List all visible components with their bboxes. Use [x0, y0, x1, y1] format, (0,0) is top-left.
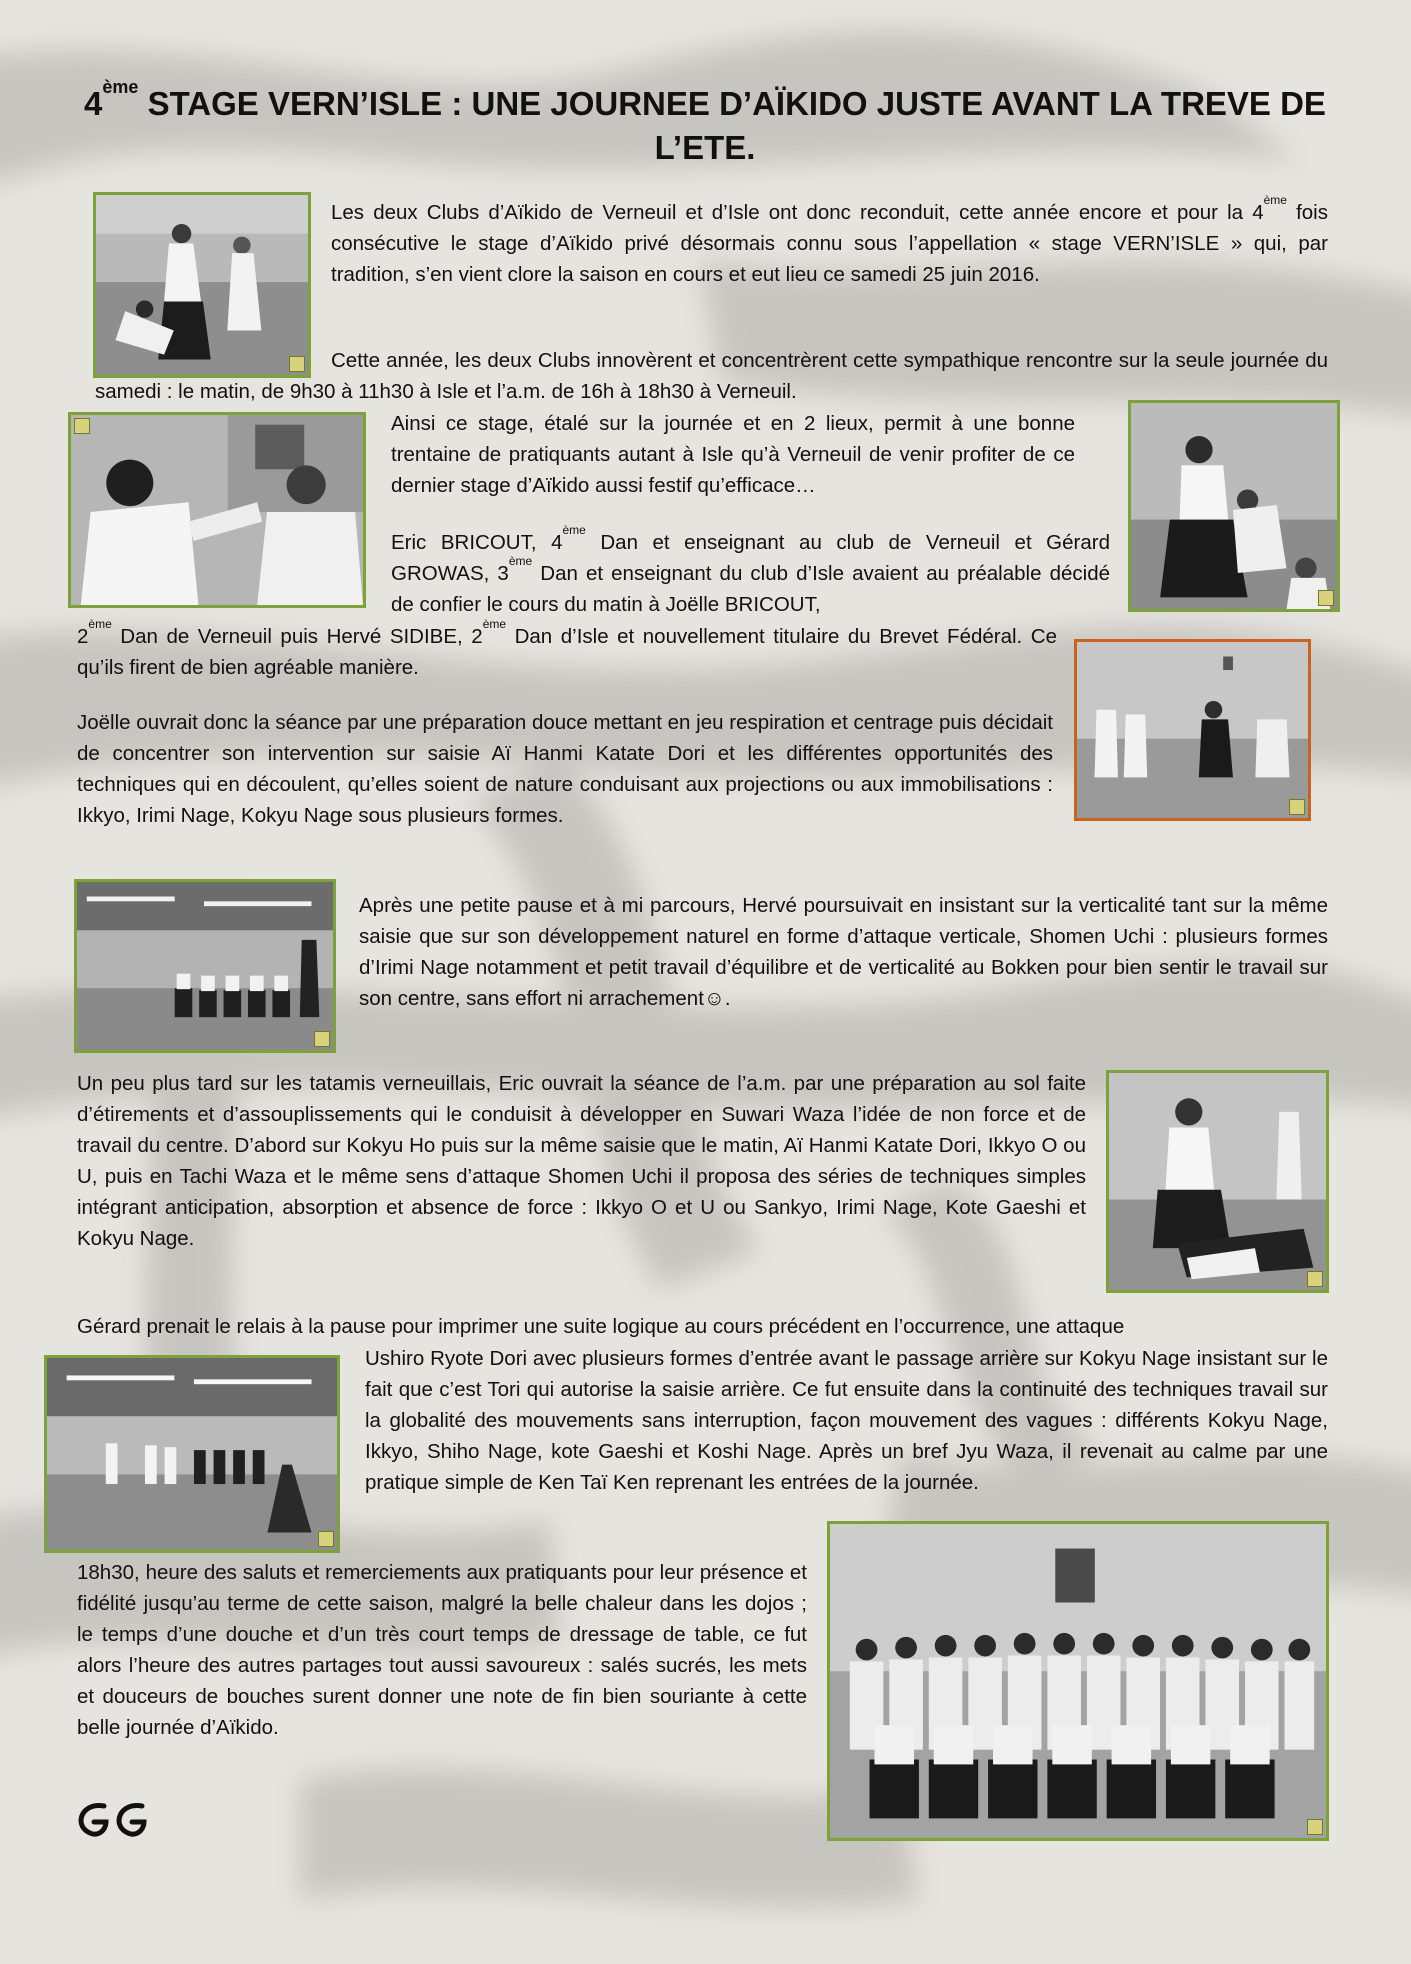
- photo-group-portrait: [827, 1521, 1329, 1841]
- photo-corner-icon: [314, 1031, 330, 1047]
- paragraph-teachers-cont: 2ème Dan de Verneuil puis Hervé SIDIBE, 2ème Dan d’Isle et nouvellement titulaire du Brevet Fédéral. Ce qu’ils firent de bien agréable manière.: [77, 617, 1057, 679]
- photo-corner-icon: [74, 418, 90, 434]
- photo-dojo-pairs: [1074, 639, 1311, 821]
- paragraph-closing: 18h30, heure des saluts et remerciements aux pratiquants pour leur présence et fidélité jusqu’au terme de cette saison, malgré la belle chaleur dans les dojos ; le temps d’une douche et d’un très court temps de dressage de table, ce fut alors l’heure des autres partages tout aussi savoureux : salés sucrés, les mets et douceurs de bouches surent donner une note de fin bien souriante à cette belle journée d’Aïkido.: [77, 1561, 807, 1739]
- paragraph-this-year: Cette année, les deux Clubs innovèrent et concentrèrent cette sympathique rencontre sur la seule journée du samedi : le matin, de 9h30 à 11h30 à Isle et l’a.m. de 16h à 18h30 à Verneuil.: [95, 349, 1328, 403]
- paragraph-joelle: Joëlle ouvrait donc la séance par une préparation douce mettant en jeu respiration et centrage puis décidait de concentrer son intervention sur saisie Aï Hanmi Katate Dori et les différentes opportunités des techniques qui en découlent, qu’elles soient de nature conduisant aux projections ou aux immobilisations : Ikkyo, Irimi Nage, Kokyu Nage sous plusieurs formes.: [77, 711, 1053, 827]
- signature-gg: [72, 1796, 172, 1842]
- photo-suwari-pin: [1106, 1070, 1329, 1293]
- paragraph-herve: Après une petite pause et à mi parcours, Hervé poursuivait en insistant sur la verticalité tant sur la même saisie que sur son développement naturel en forme d’attaque verticale, Shomen Uchi : plusieurs formes d’Irimi Nage notamment et petit travail d’équilibre et de verticalité au Bokken pour bien sentir le travail sur son centre, sans effort ni arrachement☺.: [359, 894, 1328, 1010]
- paragraph-intro: Les deux Clubs d’Aïkido de Verneuil et d’Isle ont donc reconduit, cette année encore et pour la 4ème fois consécutive le stage d’Aïkido privé désormais connu sous l’appellation « stage VERN’ISLE » qui, par tradition, s’en vient clore la saison en cours et eut lieu ce samedi 25 juin 2016.: [331, 193, 1328, 286]
- paragraph-eric: Un peu plus tard sur les tatamis verneuillais, Eric ouvrait la séance de l’a.m. par une préparation au sol faite d’étirements et d’assouplissements qui le conduisit à développer en Suwari Waza l’idée de non force et de travail du centre. D’abord sur Kokyu Ho puis sur la même saisie que le matin, Aï Hanmi Katate Dori, Ikkyo O ou U, puis en Tachi Waza et le même sens d’attaque Shomen Uchi il proposa des séries de techniques simples intégrant anticipation, absorption et absence de force : Ikkyo O et U ou Sankyo, Irimi Nage, Kote Gaeshi et Kokyu Nage.: [77, 1072, 1086, 1250]
- paragraph-gerard: Ushiro Ryote Dori avec plusieurs formes d’entrée avant le passage arrière sur Kokyu Nage insistant sur le fait que c’est Tori qui autorise la saisie arrière. Ce fut ensuite dans la continuité des techniques travail sur la globalité des mouvements sans interruption, façon mouvement des vagues : différents Kokyu Nage, Ikkyo, Shiho Nage, kote Gaeshi et Koshi Nage. Après un bref Jyu Waza, il revenait au calme par une pratique simple de Ken Taï Ken reprenant les entrées de la journée.: [365, 1347, 1328, 1494]
- photo-corner-icon: [1307, 1819, 1323, 1835]
- photo-dojo-wide: [44, 1355, 340, 1553]
- photo-corner-icon: [1318, 590, 1334, 606]
- photo-corner-icon: [1307, 1271, 1323, 1287]
- article-title: 4ème STAGE VERN’ISLE : UNE JOURNEE D’AÏKIDO JUSTE AVANT LA TREVE DE L’ETE.: [84, 77, 1326, 166]
- paragraph-gerard-intro: Gérard prenait le relais à la pause pour imprimer une suite logique au cours précédent en l’occurrence, une attaque: [77, 1315, 1125, 1338]
- photo-seated-group: [74, 879, 336, 1053]
- photo-corner-icon: [1289, 799, 1305, 815]
- photo-corner-icon: [318, 1531, 334, 1547]
- photo-irimi-technique: [1128, 400, 1340, 612]
- paragraph-stage-overview: Ainsi ce stage, étalé sur la journée et en 2 lieux, permit à une bonne trentaine de pratiquants autant à Isle qu’à Verneuil de venir profiter de ce dernier stage d’Aïkido aussi festif qu’efficace…: [391, 412, 1075, 497]
- paragraph-teachers: Eric BRICOUT, 4ème Dan et enseignant au club de Verneuil et Gérard GROWAS, 3ème Dan et enseignant du club d’Isle avaient au préalable décidé de confier le cours du matin à Joëlle BRICOUT,: [391, 523, 1110, 616]
